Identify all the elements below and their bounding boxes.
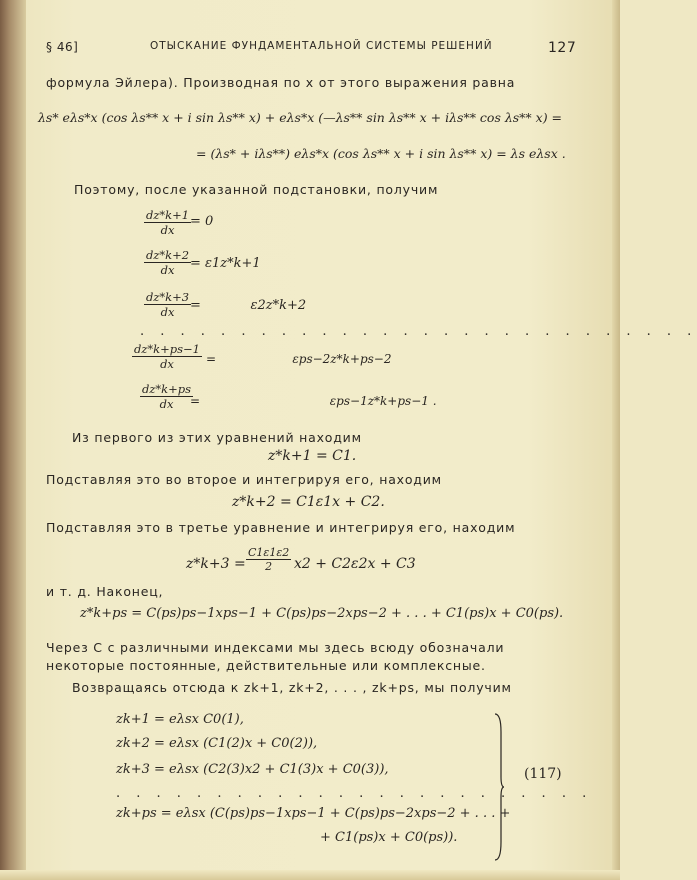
equation-z3-rhs: x2 + C2ε2x + C3 — [294, 556, 416, 572]
paragraph-finally: и т. д. Наконец, — [46, 584, 164, 599]
page-number: 127 — [548, 40, 577, 56]
system1-frac-1: $\frac{dz*k+1}{dx}$ — [146, 208, 190, 237]
system1-ellipsis: . . . . . . . . . . . . . . . . . . . . . . . . . . . . — [140, 324, 697, 339]
system1-frac-2: $\frac{dz*k+2}{dx}$ — [146, 248, 190, 277]
equation-z1: z*k+1 = C1. — [268, 448, 357, 464]
equation-z2: z*k+2 = C1ε1x + C2. — [232, 494, 385, 510]
system2-brace — [494, 712, 504, 862]
equation-z3-lhs: z*k+3 = — [186, 556, 246, 572]
paragraph-returning: Возвращаясь отсюда к zk+1, zk+2, . . . , zk+ps, мы получим — [72, 680, 512, 695]
paragraph-third-eq: Подставляя это в третье уравнение и интегрируя его, находим — [46, 520, 516, 535]
running-title: ОТЫСКАНИЕ ФУНДАМЕНТАЛЬНОЙ СИСТЕМЫ РЕШЕНИЙ — [150, 40, 493, 52]
system1-rhs-2: = ε1z*k+1 — [190, 256, 261, 271]
system1-rhs-3: = ε2z*k+2 — [190, 298, 307, 313]
system1-frac-5: $\frac{dz*k+ps}{dx}$ — [142, 382, 192, 411]
equation-zps: z*k+ps = C(ps)ps−1xps−1 + C(ps)ps−2xps−2 + . . . + C1(ps)x + C0(ps). — [80, 606, 564, 621]
system2-ellipsis: . . . . . . . . . . . . . . . . . . . . . . . . — [116, 786, 593, 801]
system2-line-last-1: zk+ps = eλsx (C(ps)ps−1xps−1 + C(ps)ps−2xps−2 + . . . + — [116, 806, 511, 821]
equation-number: (117) — [524, 766, 562, 782]
page-bottom-edge — [0, 870, 620, 880]
paragraph-first-eq: Из первого из этих уравнений находим — [72, 430, 362, 445]
system2-line-3: zk+3 = eλsx (C2(3)x2 + C1(3)x + C0(3)), — [116, 762, 389, 777]
system1-rhs-5: = εps−1z*k+ps−1 . — [190, 394, 437, 408]
system1-rhs-1: = 0 — [190, 214, 214, 229]
system1-frac-3: $\frac{dz*k+3}{dx}$ — [146, 290, 190, 319]
system2-line-1: zk+1 = eλsx C0(1), — [116, 712, 244, 727]
system1-rhs-4: = εps−2z*k+ps−2 — [206, 352, 392, 366]
equation-derivative-line1: λs* eλs*x (cos λs** x + i sin λs** x) + eλs*x (—λs** sin λs** x + iλs** cos λs** x) = — [38, 110, 563, 125]
system2-line-last-2: + C1(ps)x + C0(ps)). — [320, 830, 458, 845]
system2-line-2: zk+2 = eλsx (C1(2)x + C0(2)), — [116, 736, 318, 751]
page-right-edge — [612, 0, 620, 880]
equation-z3-frac: $\frac{C1\varepsilon 1\varepsilon 2}{2}$ — [248, 546, 290, 573]
paragraph-constants-1: Через C с различными индексами мы здесь всюду обозначали — [46, 640, 505, 655]
paragraph-substitution: Поэтому, после указанной подстановки, получим — [74, 182, 439, 197]
section-marker: § 46] — [46, 40, 79, 54]
paragraph-euler: формула Эйлера). Производная по x от этого выражения равна — [46, 75, 516, 90]
paragraph-constants-2: некоторые постоянные, действительные или комплексные. — [46, 658, 486, 673]
system1-frac-4: $\frac{dz*k+ps-1}{dx}$ — [134, 342, 200, 371]
page-binding-edge — [0, 0, 26, 880]
equation-derivative-line2: = (λs* + iλs**) eλs*x (cos λs** x + i sin λs** x) = λs eλsx . — [196, 146, 566, 161]
paragraph-second-eq: Подставляя это во второе и интегрируя его, находим — [46, 472, 442, 487]
